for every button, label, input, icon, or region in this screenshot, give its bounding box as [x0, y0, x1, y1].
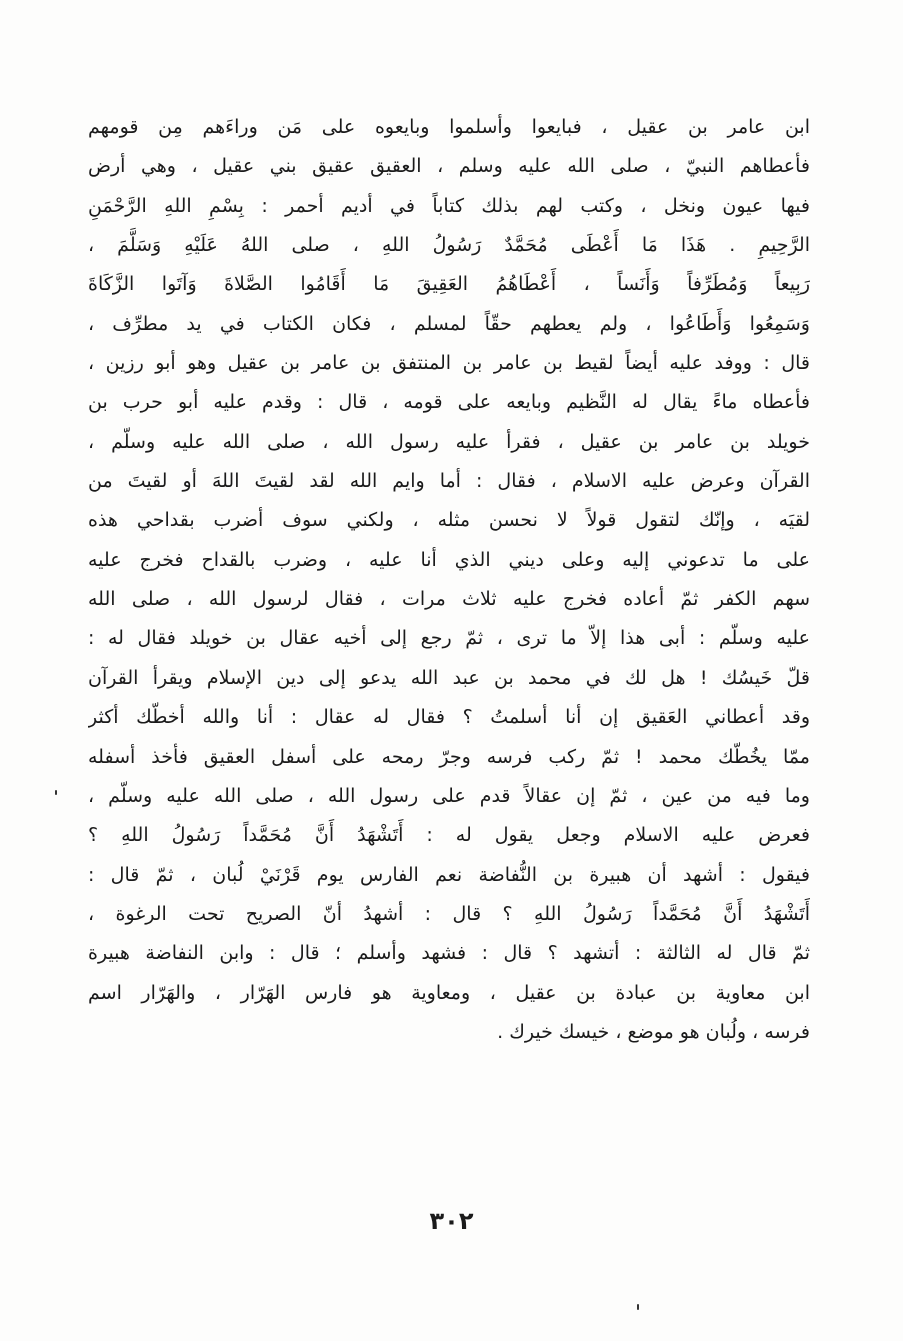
text-line: رَبِيعاً وَمُطَرِّفاً وَأَنَساً ، أَعْطَاهُمُ العَقِيقَ مَا أَقَامُوا الصَّلاةَ وَآتَوا الزَّكَاةَ: [88, 273, 810, 296]
text-line: ابن معاوية بن عبادة بن عقيل ، ومعاوية هو فارس الهَرّار ، والهَرّار اسم: [88, 981, 810, 1004]
text-line: فيقول : أشهد أن هبيرة بن النُّفاضة نعم الفارس يوم قَرْنَيْ لُبان ، ثمّ قال :: [88, 863, 810, 886]
text-line: ثمّ قال له الثالثة : أتشهد ؟ قال : فشهد وأسلم ؛ قال : وابن النفاضة هبيرة: [88, 942, 810, 965]
text-line: فأعطاه ماءً يقال له النَّظيم وبايعه على قومه ، قال : وقدم عليه أبو حرب بن: [88, 391, 810, 414]
text-line: الرَّحِيمِ . هَذَا مَا أَعْطَى مُحَمَّدٌ رَسُولُ اللهِ ، صلى اللهُ عَلَيْهِ وَسَلَّمَ ،: [88, 234, 810, 257]
text-line: خويلد بن عامر بن عقيل ، فقرأ عليه رسول الله ، صلى الله عليه وسلّم ،: [88, 430, 810, 453]
text-line: قال : ووفد عليه أيضاً لقيط بن عامر بن المنتفق بن عامر بن عقيل وهو أبو رزين ،: [88, 352, 810, 375]
text-line: ممّا يخُطّك محمد ! ثمّ ركب فرسه وجرّ رمحه على أسفل العقيق فأخذ أسفله: [88, 745, 810, 768]
text-line: عليه وسلّم : أبى هذا إلاّ ما ترى ، ثمّ رجع إلى أخيه عقال بن خويلد فقال له :: [88, 627, 810, 650]
text-line: لقيَه ، وإنّك لتقول قولاً لا نحسن مثله ، ولكني سوف أضرب بقداحي هذه: [88, 509, 810, 532]
text-line: سهم الكفر ثمّ أعاده فخرج عليه ثلاث مرات ، فقال لرسول الله ، صلى الله: [88, 588, 810, 611]
text-line: وقد أعطاني العَقيق إن أنا أسلمتُ ؟ فقال له عقال : أنا والله أخطّك أكثر: [88, 706, 810, 729]
body-text: [88, 108, 810, 1052]
page-number: ٣٠٢: [429, 1207, 474, 1235]
text-line: وَسَمِعُوا وَأَطَاعُوا ، ولم يعطهم حقّاً لمسلم ، فكان الكتاب في يد مطرِّف ،: [88, 312, 810, 335]
text-line: أَتَشْهَدُ أَنَّ مُحَمَّداً رَسُولُ اللهِ ؟ قال : أشهدُ أنّ الصريح تحت الرغوة ،: [88, 902, 810, 925]
text-line: فعرض عليه الاسلام وجعل يقول له : أَتَشْهَدُ أَنَّ مُحَمَّداً رَسُولُ اللهِ ؟: [88, 824, 810, 847]
text-line: قلّ خَيسُك ! هل لك في محمد بن عبد الله يدعو إلى دين الإسلام ويقرأ القرآن: [88, 666, 810, 689]
text-line: على ما تدعوني إليه وعلى ديني الذي أنا عليه ، وضرب بالقداح فخرج عليه: [88, 548, 810, 571]
scan-speck: [55, 790, 57, 795]
text-line: فأعطاهم النبيّ ، صلى الله عليه وسلم ، العقيق عقيق بني عقيل ، وهي أرض: [88, 155, 810, 178]
text-line: وما فيه من عين ، ثمّ إن عقالاً قدم على رسول الله ، صلى الله عليه وسلّم ،: [88, 784, 810, 807]
text-line: القرآن وعرض عليه الاسلام ، فقال : أما وايم الله لقد لقيتَ اللهَ أو لقيتَ من: [88, 470, 810, 493]
scan-speck: [637, 1304, 639, 1310]
text-line: فيها عيون ونخل ، وكتب لهم بذلك كتاباً في أديم أحمر : بِسْمِ اللهِ الرَّحْمَنِ: [88, 194, 810, 217]
text-line: فرسه ، ولُبان هو موضع ، خيسك خيرك .: [497, 1020, 810, 1043]
text-line: ابن عامر بن عقيل ، فبايعوا وأسلموا وبايعوه على مَن وراءَهم مِن قومهم: [88, 116, 810, 138]
